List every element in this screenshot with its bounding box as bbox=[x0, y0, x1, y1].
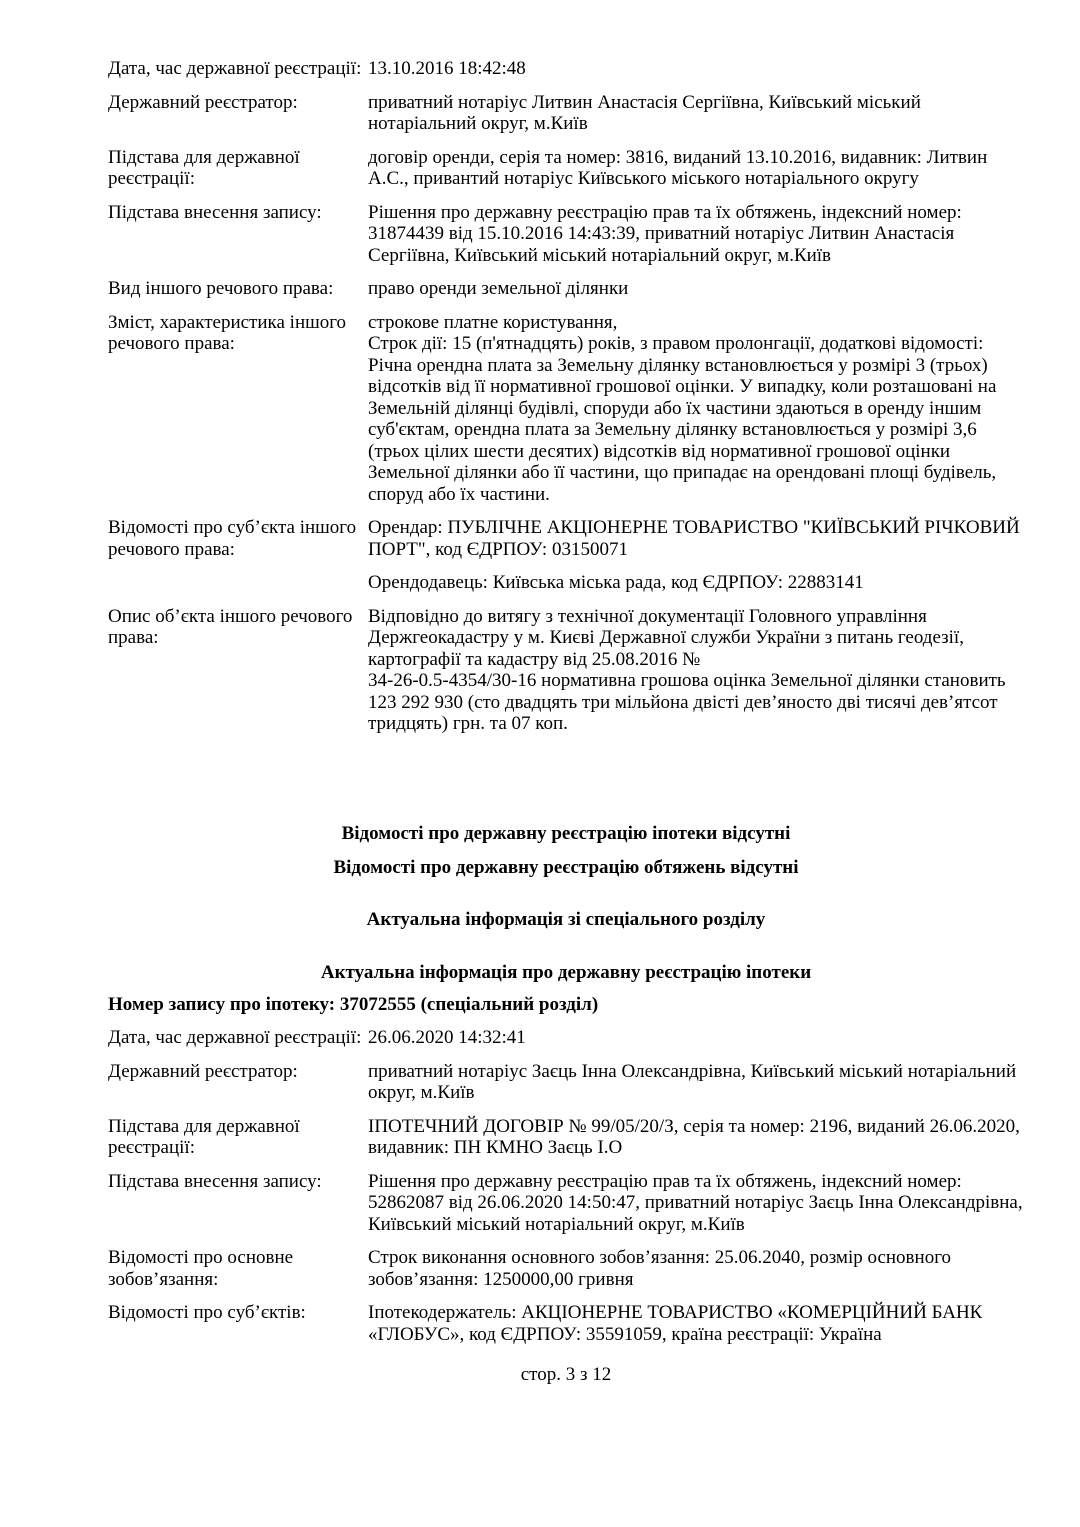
record-row bbox=[108, 606, 1028, 735]
field-value bbox=[368, 147, 1028, 190]
field-value bbox=[368, 202, 1028, 267]
field-label: Дата, час державної реєстрації: bbox=[108, 58, 362, 79]
record-row bbox=[108, 1171, 1028, 1236]
field-label: Відомості про основне зобов’язання: bbox=[108, 1247, 294, 1290]
heading-mortgage-record: Номер запису про іпотеку: 37072555 (спеціальний розділ) bbox=[108, 994, 599, 1015]
field-value bbox=[368, 92, 1028, 135]
record-row bbox=[108, 278, 1028, 300]
field-label: Державний реєстратор: bbox=[108, 91, 298, 113]
field-value bbox=[368, 606, 1028, 735]
field-value bbox=[368, 1116, 1028, 1159]
heading-special-section: Актуальна інформація зі спеціального розділу bbox=[366, 909, 766, 930]
record-row bbox=[108, 312, 1028, 506]
page-number: стор. 3 з 12 bbox=[520, 1364, 612, 1385]
heading-mortgage-info: Актуальна інформація про державну реєстрацію іпотеки bbox=[320, 962, 812, 983]
record-row bbox=[108, 1302, 1028, 1345]
field-label: Підстава для державної реєстрації: bbox=[108, 1115, 300, 1158]
heading-no-mortgage: Відомості про державну реєстрацію іпотеки відсутні bbox=[341, 823, 791, 844]
field-label: Відомості про суб’єкта іншого речового права: bbox=[108, 517, 357, 560]
field-value-paragraph: право оренди земельної ділянки bbox=[368, 278, 629, 299]
field-value bbox=[368, 1247, 1028, 1290]
field-value-paragraph: договір оренди, серія та номер: 3816, виданий 13.10.2016, видавник: Литвин А.С., привантий нотаріус Київського міського нотаріального округу bbox=[368, 146, 988, 189]
field-label: Опис об’єкта іншого речового права: bbox=[108, 605, 353, 648]
record-row bbox=[108, 1116, 1028, 1159]
field-value-paragraph: приватний нотаріус Литвин Анастасія Сергіївна, Київський міський нотаріальний округ, м.Київ bbox=[368, 91, 921, 134]
record-row bbox=[108, 517, 1028, 594]
field-label: Зміст, характеристика іншого речового права: bbox=[108, 311, 347, 354]
field-value bbox=[368, 278, 1028, 300]
field-value bbox=[368, 58, 1028, 80]
field-value-paragraph: строкове платне користування, Строк дії: 15 (п'ятнадцять) років, з правом пролонгації, додаткові відомості: Річна орендна плата за Земельну ділянку встановлюється у розмірі 3 (трьох) відсотків від її нормативної грошової оцінки. У випадку, коли розташовані на Земельній ділянці будівлі, споруди або їх частини здаються в оренду іншим суб'єктам, орендна плата за Земельну ділянку встановлюється у розмірі 3,6 (трьох цілих шести десятих) відсотків від нормативної грошової оцінки Земельної ділянки або її частини, що припадає на орендовані площі будівель, споруд або їх частини. bbox=[368, 311, 997, 505]
field-value-paragraph: Орендодавець: Київська міська рада, код ЄДРПОУ: 22883141 bbox=[368, 572, 864, 593]
field-value bbox=[368, 517, 1028, 594]
field-label: Дата, час державної реєстрації: bbox=[108, 1027, 362, 1048]
record-block-lease bbox=[108, 58, 1028, 747]
record-row bbox=[108, 1247, 1028, 1290]
field-value bbox=[368, 1171, 1028, 1236]
record-row bbox=[108, 1061, 1028, 1104]
field-value bbox=[368, 1302, 1028, 1345]
field-label: Підстава внесення запису: bbox=[108, 1170, 322, 1192]
heading-no-encumbrance: Відомості про державну реєстрацію обтяжень відсутні bbox=[333, 857, 799, 878]
field-value-paragraph: Строк виконання основного зобов’язання: 25.06.2040, розмір основного зобов’язання: 1250000,00 гривня bbox=[368, 1247, 952, 1290]
field-value-paragraph: Рішення про державну реєстрацію прав та їх обтяжень, індексний номер: 52862087 від 26.06.2020 14:50:47, приватний нотаріус Заєць Інна Олександрівна, Київський міський нотаріальний округ, м.Київ bbox=[368, 1170, 1023, 1235]
field-value-paragraph: ІПОТЕЧНИЙ ДОГОВІР № 99/05/20/З, серія та номер: 2196, виданий 26.06.2020, видавник: ПН КМНО Заєць І.О bbox=[368, 1115, 1020, 1158]
field-value-paragraph: Відповідно до витягу з технічної документації Головного управління Держгеокадастру у м. Києві Державної служби України з питань геодезії, картографії та кадастру від 25.08.2016 № 34-26-0.5-4354/30-16 нормативна грошова оцінка Земельної ділянки становить 123 292 930 (сто двадцять три мільйона двісті дев’яносто дві тисячі дев’ятсот тридцять) грн. та 07 коп. bbox=[368, 605, 1006, 734]
field-label: Відомості про суб’єктів: bbox=[108, 1302, 306, 1323]
record-row bbox=[108, 147, 1028, 190]
record-block-mortgage bbox=[108, 1027, 1028, 1357]
field-value-paragraph: Орендар: ПУБЛІЧНЕ АКЦІОНЕРНЕ ТОВАРИСТВО "КИЇВСЬКИЙ РІЧКОВИЙ ПОРТ", код ЄДРПОУ: 03150071 bbox=[368, 517, 1020, 560]
field-label: Вид іншого речового права: bbox=[108, 278, 334, 299]
field-value-paragraph: приватний нотаріус Заєць Інна Олександрівна, Київський міський нотаріальний округ, м.Київ bbox=[368, 1060, 1017, 1103]
field-label: Підстава для державної реєстрації: bbox=[108, 146, 300, 189]
field-value bbox=[368, 1061, 1028, 1104]
record-row bbox=[108, 1027, 1028, 1049]
field-value bbox=[368, 1027, 1028, 1049]
record-row bbox=[108, 58, 1028, 80]
field-label: Державний реєстратор: bbox=[108, 1060, 298, 1082]
field-value-paragraph: 26.06.2020 14:32:41 bbox=[368, 1027, 526, 1048]
field-value bbox=[368, 312, 1028, 506]
field-label: Підстава внесення запису: bbox=[108, 201, 322, 223]
record-row bbox=[108, 202, 1028, 267]
record-row bbox=[108, 92, 1028, 135]
field-value-paragraph: 13.10.2016 18:42:48 bbox=[368, 58, 526, 79]
field-value-paragraph: Іпотекодержатель: АКЦІОНЕРНЕ ТОВАРИСТВО «КОМЕРЦІЙНИЙ БАНК «ГЛОБУС», код ЄДРПОУ: 35591059, країна реєстрації: Україна bbox=[368, 1302, 983, 1345]
field-value-paragraph: Рішення про державну реєстрацію прав та їх обтяжень, індексний номер: 31874439 від 15.10.2016 14:43:39, приватний нотаріус Литвин Анастасія Сергіївна, Київський міський нотаріальний округ, м.Київ bbox=[368, 201, 962, 266]
